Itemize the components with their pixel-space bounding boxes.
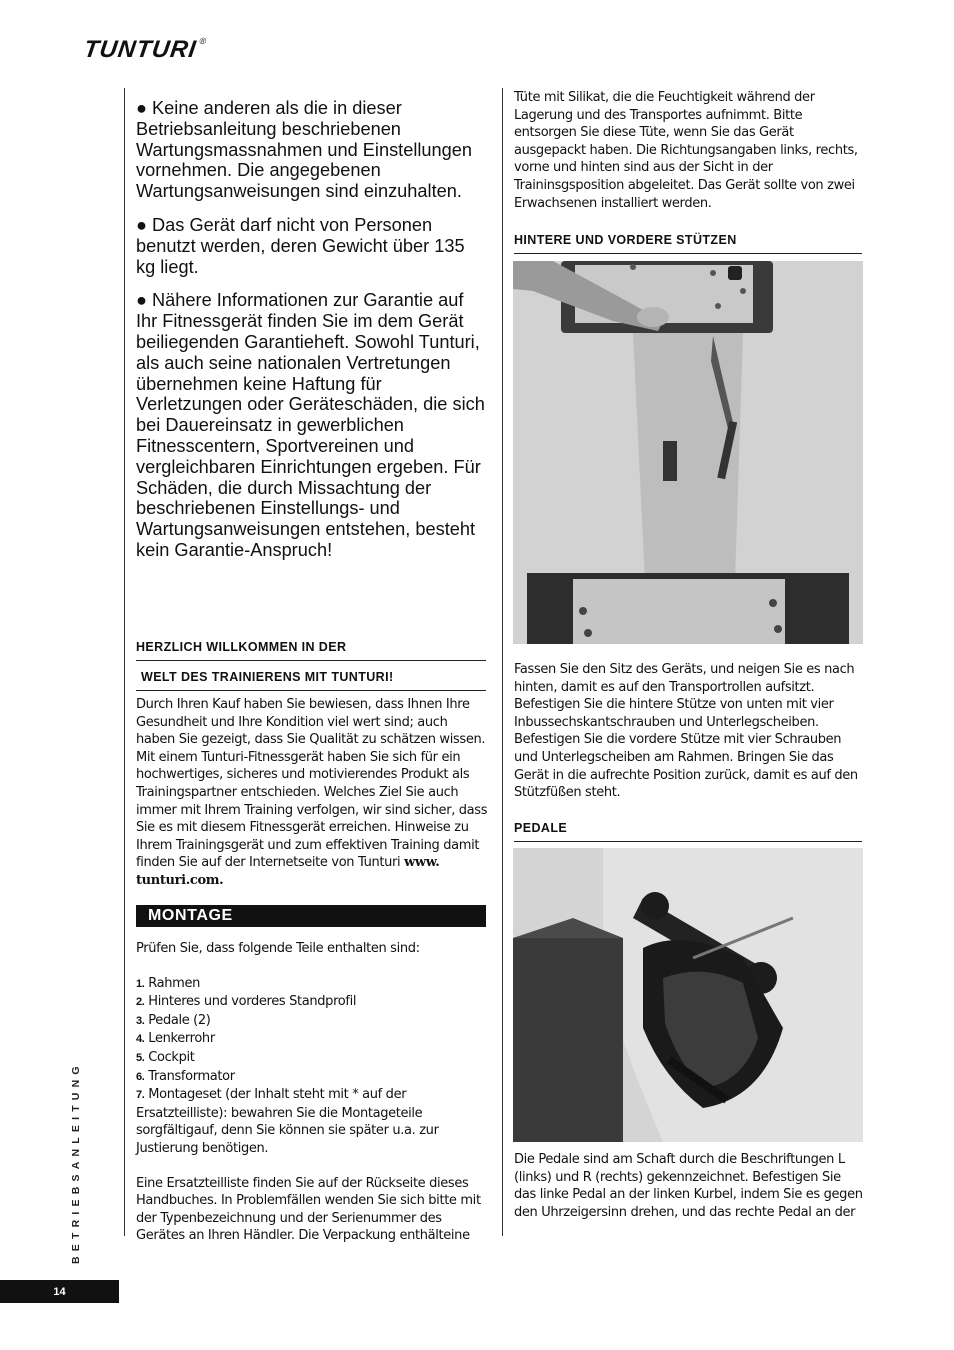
left-column — [136, 98, 488, 574]
montage-heading: MONTAGE — [136, 905, 486, 927]
montage-content — [136, 940, 488, 1245]
tunturi-logo: TUNTURI® — [82, 36, 208, 63]
continued-text: Tüte mit Silikat, die die Feuchtigkeit während der Lagerung und des Transportes aufnimmt. Bitte entsorgen Sie diese Tüte, wenn Sie das Gerät ausgepackt haben. Die Richtungsangaben links, rechts, vorne und hinten sind aus der Sicht in der Traininsgsposition abgeleitet. Das Gerät sollte von zwei Erwachsenen installiert werden. — [514, 90, 858, 211]
list-item: 1. Rahmen — [136, 975, 201, 991]
list-item: 4. Lenkerrohr — [136, 1031, 215, 1047]
welcome-heading-2: WELT DES TRAINIERENS MIT TUNTURI! — [136, 670, 486, 691]
spare-parts-text: Eine Ersatzteilliste finden Sie auf der Rückseite dieses Handbuches. In Problemfällen wenden Sie sich bitte mit der Typenbezeichnung und der Serienummer des Gerätes an Ihren Händler. Die Verpackung enthälteine — [136, 1175, 481, 1244]
list-item: 5. Cockpit — [136, 1049, 195, 1065]
supports-illustration — [513, 261, 863, 644]
pedals-text: Die Pedale sind am Schaft durch die Beschriftungen L (links) und R (rechts) gekennzeichnet. Befestigen Sie das linke Pedal an der linken Kurbel, indem Sie es gegen den Uhrzeigersinn drehen, und das rechte Pedal an der — [514, 1152, 863, 1220]
left-column-rule — [124, 88, 125, 1236]
list-item: 7. Montageset (der Inhalt steht mit * auf der Ersatzteilliste): bewahren Sie die Montageteile sorgfältigauf, denn Sie können sie später u.a. zur Justierung benötigen. — [136, 1087, 439, 1156]
pedals-illustration — [513, 848, 863, 1142]
side-label: BETRIEBSANLEITUNG — [70, 1061, 82, 1264]
supports-heading: HINTERE UND VORDERE STÜTZEN — [514, 233, 862, 254]
list-item: 3. Pedale (2) — [136, 1012, 211, 1028]
welcome-text: Durch Ihren Kauf haben Sie bewiesen, dass Ihnen Ihre Gesundheit und Ihre Kondition viel wert sind; auch haben Sie gezeigt, dass Sie Qualität zu schätzen wissen. Mit einem Tunturi-Fitnessgerät haben Sie sich für ein hochwertiges, sicheres und motivierendes Produkt als Trainingspartner entschieden. Welches Ziel Sie auch immer mit Ihrem Training verfolgen, wir sind sicher, dass Sie es mit diesem Fitnessgerät erreichen. Hinweise zu Ihrem Trainingsgerät und zum effektiven Training damit finden Sie auf der Internetseite von Tunturi www. tunturi.com. — [136, 697, 488, 888]
page-number: 14 — [0, 1280, 119, 1303]
montage-intro: Prüfen Sie, dass folgende Teile enthalten sind: — [136, 941, 420, 956]
list-item: 6. Transformator — [136, 1068, 235, 1084]
bullet-maintenance: ● Keine anderen als die in dieser Betriebsanleitung beschriebenen Wartungsmassnahmen und Einstellungen vornehmen. Die angegebenen Wartungsanweisungen sind einzuhalten. — [136, 98, 472, 202]
bullet-warranty: ● Nähere Informationen zur Garantie auf Ihr Fitnessgerät finden Sie im dem Gerät beiliegenden Garantieheft. Sowohl Tunturi, als auch seine nationalen Vertretungen übernehmen keine Haftung für Verletzungen oder Geräteschäden, die sich bei Dauereinsatz in gewerblichen Fitnesscentern, Sportvereinen und vergleichbaren Einrichtungen ergeben. Für Schäden, die durch Missachtung der beschriebenen Einstellungs- und Wartungsanweisungen entstehen, besteht kein Garantie-Anspruch! — [136, 290, 485, 560]
pedals-photo — [513, 848, 863, 1142]
list-item: 2. Hinteres und vorderes Standprofil — [136, 994, 357, 1010]
parts-list — [136, 975, 488, 1158]
supports-text: Fassen Sie den Sitz des Geräts, und neigen Sie es nach hinten, damit es auf den Transportrollen aufsitzt. Befestigen Sie die hintere Stütze von unten mit vier Inbussechskantschrauben und Unterlegscheiben. Befestigen Sie die vordere Stütze mit vier Schrauben und Unterlegscheiben am Rahmen. Bringen Sie das Gerät in die aufrechte Position zurück, damit es auf den Stützfüßen steht. — [514, 662, 858, 801]
middle-column-rule — [502, 88, 503, 1236]
welcome-heading-1: HERZLICH WILLKOMMEN IN DER — [136, 640, 486, 661]
pedals-heading: PEDALE — [514, 821, 862, 842]
tunturi-website-link[interactable]: www. tunturi.com. — [136, 855, 440, 888]
bullet-weight-limit: ● Das Gerät darf nicht von Personen benutzt werden, deren Gewicht über 135 kg liegt. — [136, 214, 465, 277]
supports-photo — [513, 261, 863, 644]
